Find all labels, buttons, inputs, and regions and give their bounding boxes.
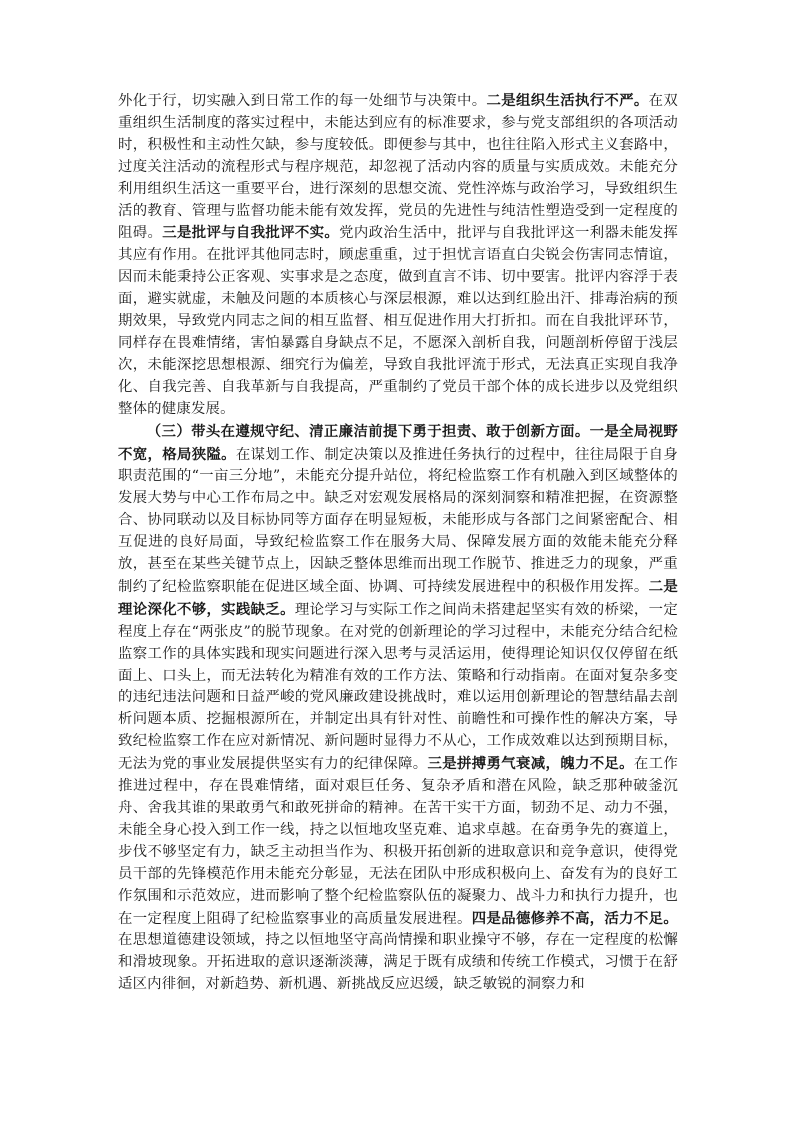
paragraph-text: 外化于行，切实融入到日常工作的每一处细节与决策中。 [118, 93, 487, 109]
paragraph-heading: 二是理论深化不够，实践缺乏。 [118, 577, 679, 618]
paragraph-text: 理论学习与实际工作之间尚未搭建起坚实有效的桥梁，一定程度上存在“两张皮”的脱节现象。在对党的创新理论的学习过程中，未能充分结合纪检监察工作的具体实践和现实问题进行深入思考与灵活运用，使得理论知识仅仅停留在纸面上、口头上，而无法转化为精准有效的工作方法、策略和行动指南。在面对复杂多变的违纪违法问题和日益严峻的党风廉政建设挑战时，难以运用创新理论的智慧结晶去剖析问题本质、挖掘根源所在，并制定出具有针对性、前瞻性和可操作性的解决方案，导致纪检监察工作在应对新情况、新问题时显得力不从心，工作成效难以达到预期目标，无法为党的事业发展提供坚实有力的纪律保障。 [118, 601, 678, 773]
paragraph-text: 在思想道德建设领域，持之以恒地坚守高尚情操和职业操守不够，存在一定程度的松懈和滑坡现象。开拓进取的意识逐渐淡薄，满足于既有成绩和传统工作模式，习惯于在舒适区内徘徊，对新趋势、新机遇、新挑战反应迟缓，缺乏敏锐的洞察力和 [118, 932, 678, 993]
paragraph-2 [118, 421, 678, 997]
paragraph-text: 党内政治生活中，批评与自我批评这一利器未能发挥其应有作用。在批评其他同志时，顾虑重重，过于担忧言语直白尖锐会伤害同志情谊，因而未能秉持公正客观、实事求是之态度，做到直言不讳、切中要害。批评内容浮于表面，避实就虚，未触及问题的本质核心与深层根源，难以达到红脸出汗、排毒治病的预期效果，导致党内同志之间的相互监督、相互促进作用大打折扣。而在自我批评环节，同样存在畏难情绪，害怕暴露自身缺点不足，不愿深入剖析自我，问题剖析停留于浅层次，未能深挖思想根源、细究行为偏差，导致自我批评流于形式，无法真正实现自我净化、自我完善、自我革新与自我提高，严重制约了党员干部个体的成长进步以及党组织整体的健康发展。 [118, 225, 678, 417]
paragraph-text: 在双重组织生活制度的落实过程中，未能达到应有的标准要求，参与党支部组织的各项活动时，积极性和主动性欠缺，参与度较低。即便参与其中，也往往陷入形式主义套路中，过度关注活动的流程形式与程序规范，却忽视了活动内容的质量与实质成效。未能充分利用组织生活这一重要平台，进行深刻的思想交流、党性淬炼与政治学习，导致组织生活的教育、管理与监督功能未能有效发挥，党员的先进性与纯洁性塑造受到一定程度的阻碍。 [118, 93, 679, 242]
paragraph-heading: 三是拼搏勇气衰减，魄力不足。 [427, 755, 634, 773]
paragraph-text: 在工作推进过程中，存在畏难情绪，面对艰巨任务、复杂矛盾和潜在风险，缺乏那种破釜沉舟、舍我其谁的果敢勇气和敢死拼命的精神。在苦干实干方面，韧劲不足、动力不强，未能全身心投入到工作一线，持之以恒地攻坚克难、追求卓越。在奋勇争先的赛道上，步伐不够坚定有力，缺乏主动担当作为、积极开拓创新的进取意识和竞争意识，使得党员干部的先锋模范作用未能充分彰显，无法在团队中形成积极向上、奋发有为的良好工作氛围和示范效应，进而影响了整个纪检监察队伍的凝聚力、战斗力和执行力提升，也在一定程度上阻碍了纪检监察事业的高质量发展进程。 [118, 756, 678, 927]
section-heading: （三）带头在遵规守纪、清正廉洁前提下勇于担责、敢于创新方面。一是全局视野不宽，格局狭隘。 [118, 422, 678, 463]
paragraph-heading: 四是品德修养不高，活力不足。 [471, 909, 678, 927]
paragraph-1 [118, 90, 678, 421]
paragraph-heading: 三是批评与自我批评不实。 [162, 224, 340, 242]
paragraph-text: 在谋划工作、制定决策以及推进任务执行的过程中，往往局限于自身职责范围的“一亩三分地”，未能充分提升站位，将纪检监察工作有机融入到区域整体的发展大势与中心工作布局之中。缺乏对宏观发展格局的深刻洞察和精准把握，在资源整合、协同联动以及目标协同等方面存在明显短板，未能形成与各部门之间紧密配合、相互促进的良好局面，导致纪检监察工作在服务大局、保障发展方面的效能未能充分释放，甚至在某些关键节点上，因缺乏整体思维而出现工作脱节、推进乏力的现象，严重制约了纪检监察职能在促进区域全面、协调、可持续发展进程中的积极作用发挥。 [118, 446, 678, 595]
document-page [118, 90, 678, 996]
paragraph-heading: 二是组织生活执行不严。 [486, 92, 649, 109]
